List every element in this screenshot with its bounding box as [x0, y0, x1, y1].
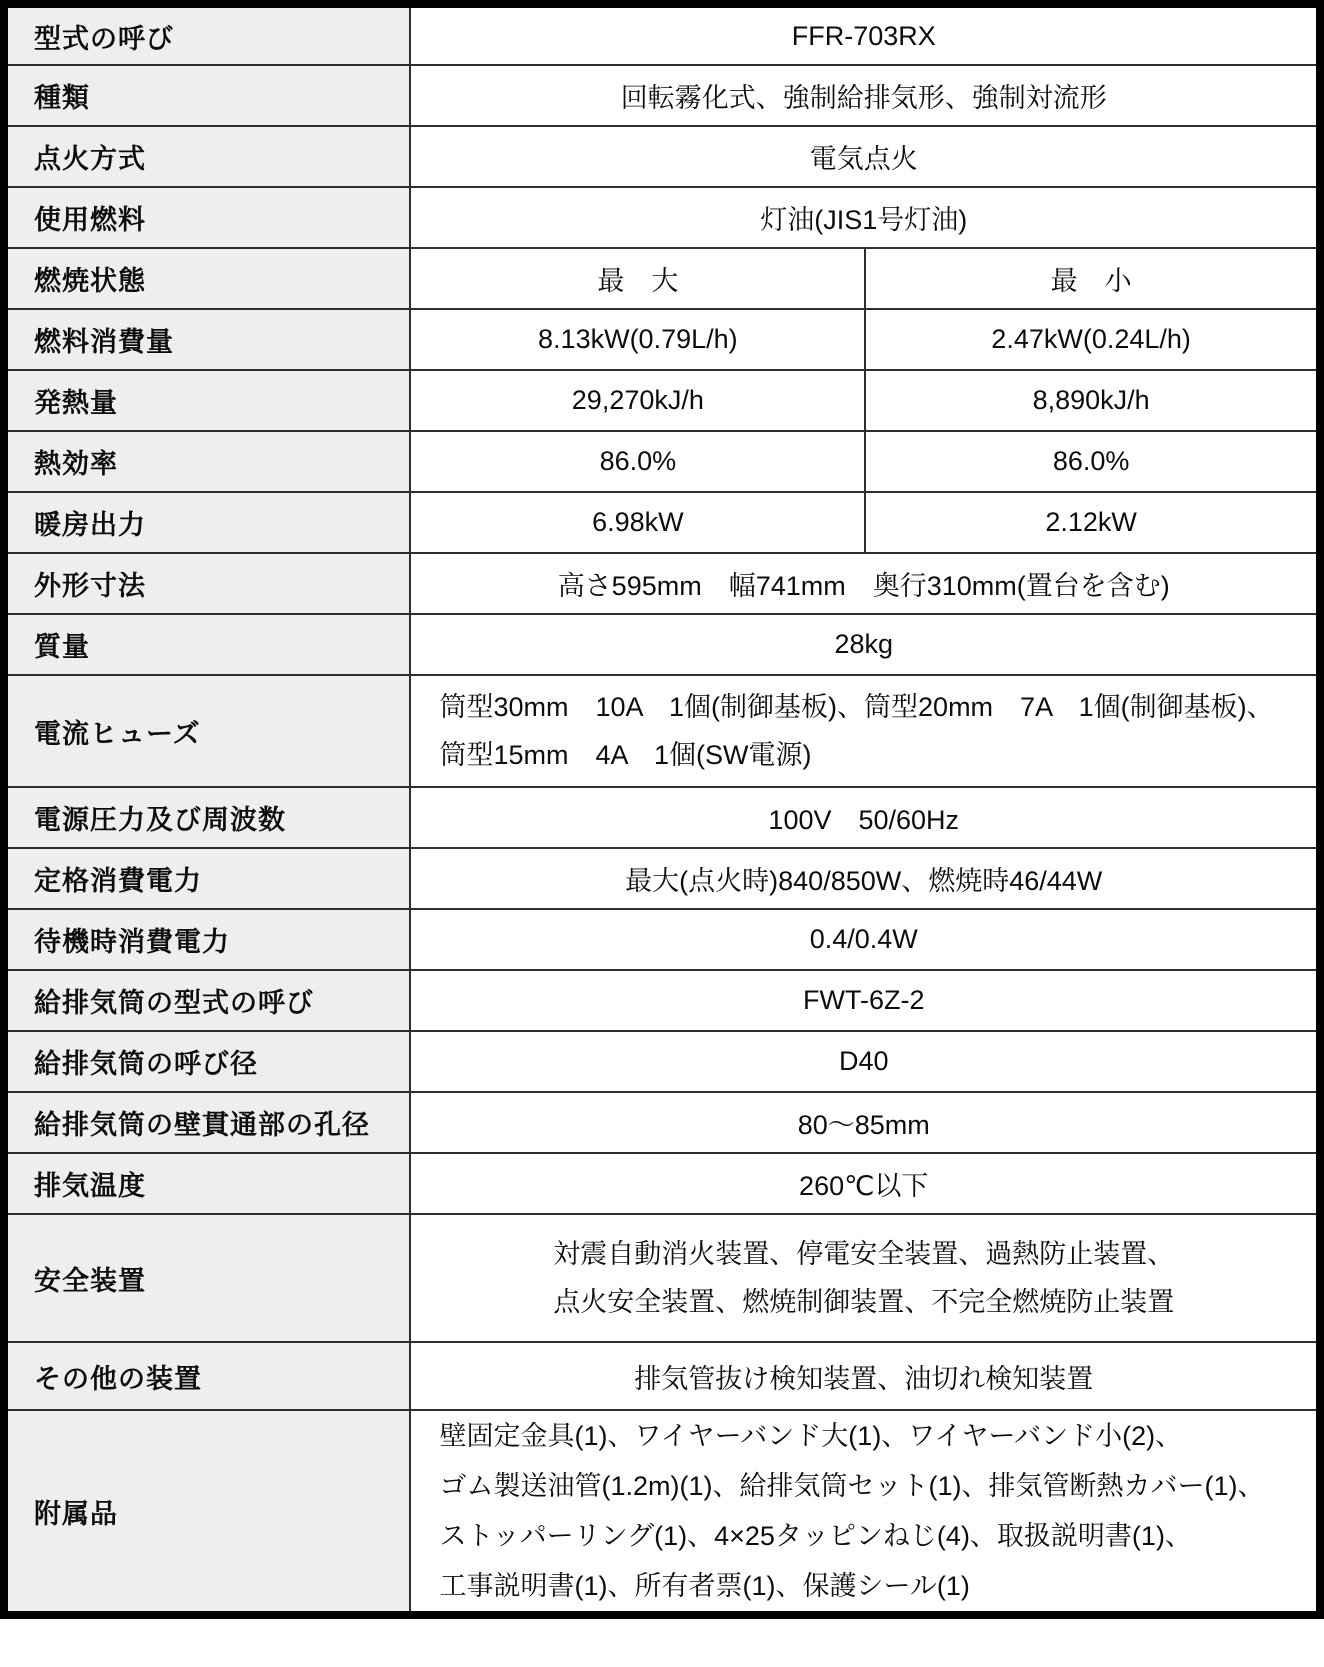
table-row	[4, 614, 1320, 675]
row-value-rated-power: 最大(点火時)840/850W、燃焼時46/44W	[410, 848, 1320, 909]
row-value-combustion-min-header: 最 小	[865, 248, 1320, 309]
row-value-fuel-consumption-min: 2.47kW(0.24L/h)	[865, 309, 1320, 370]
table-row	[4, 1410, 1320, 1615]
row-value-wall-hole: 80～85mm	[410, 1092, 1320, 1153]
row-label-power-supply: 電源圧力及び周波数	[4, 787, 410, 848]
table-row	[4, 553, 1320, 614]
row-value-accessories	[410, 1410, 1320, 1615]
table-row	[4, 1153, 1320, 1214]
value-line: 対震自動消火装置、停電安全装置、過熱防止装置、	[553, 1239, 1175, 1269]
row-label-other-devices: その他の装置	[4, 1342, 410, 1410]
table-row	[4, 787, 1320, 848]
row-value-thermal-efficiency-min: 86.0%	[865, 431, 1320, 492]
table-row	[4, 65, 1320, 126]
table-row	[4, 1214, 1320, 1342]
row-value-model: FFR-703RX	[410, 4, 1320, 65]
table-row	[4, 1031, 1320, 1092]
value-line: 壁固定金具(1)、ワイヤーバンド大(1)、ワイヤーバンド小(2)、	[439, 1421, 1183, 1451]
row-value-power-supply: 100V 50/60Hz	[410, 787, 1320, 848]
value-line: ゴム製送油管(1.2m)(1)、給排気筒セット(1)、排気管断熱カバー(1)、	[439, 1471, 1265, 1501]
row-label-thermal-efficiency: 熱効率	[4, 431, 410, 492]
table-row	[4, 126, 1320, 187]
row-value-heating-capacity-min: 2.12kW	[865, 492, 1320, 553]
row-label-fuel-consumption: 燃料消費量	[4, 309, 410, 370]
value-line: 筒型15mm 4A 1個(SW電源)	[439, 740, 812, 770]
row-value-type: 回転霧化式、強制給排気形、強制対流形	[410, 65, 1320, 126]
row-label-fuel: 使用燃料	[4, 187, 410, 248]
row-value-standby-power: 0.4/0.4W	[410, 909, 1320, 970]
row-label-ignition: 点火方式	[4, 126, 410, 187]
row-label-safety-devices: 安全装置	[4, 1214, 410, 1342]
row-value-fuel-consumption-max: 8.13kW(0.79L/h)	[410, 309, 865, 370]
value-line: 筒型30mm 10A 1個(制御基板)、筒型20mm 7A 1個(制御基板)、	[439, 692, 1274, 722]
row-label-fuse: 電流ヒューズ	[4, 675, 410, 787]
table-row	[4, 4, 1320, 65]
row-value-thermal-efficiency-max: 86.0%	[410, 431, 865, 492]
value-line: 点火安全装置、燃焼制御装置、不完全燃焼防止装置	[553, 1287, 1175, 1317]
row-label-standby-power: 待機時消費電力	[4, 909, 410, 970]
table-row	[4, 187, 1320, 248]
row-label-heat-output: 発熱量	[4, 370, 410, 431]
row-value-heat-output-min: 8,890kJ/h	[865, 370, 1320, 431]
row-label-rated-power: 定格消費電力	[4, 848, 410, 909]
row-value-other-devices: 排気管抜け検知装置、油切れ検知装置	[410, 1342, 1320, 1410]
table-row	[4, 970, 1320, 1031]
table-row	[4, 309, 1320, 370]
row-label-model: 型式の呼び	[4, 4, 410, 65]
row-label-type: 種類	[4, 65, 410, 126]
row-label-exhaust-temp: 排気温度	[4, 1153, 410, 1214]
table-row	[4, 431, 1320, 492]
row-value-flue-diameter: D40	[410, 1031, 1320, 1092]
row-label-combustion-state: 燃焼状態	[4, 248, 410, 309]
table-row	[4, 909, 1320, 970]
row-value-combustion-max-header: 最 大	[410, 248, 865, 309]
row-value-heating-capacity-max: 6.98kW	[410, 492, 865, 553]
row-label-wall-hole: 給排気筒の壁貫通部の孔径	[4, 1092, 410, 1153]
table-row	[4, 492, 1320, 553]
table-row	[4, 1342, 1320, 1410]
row-value-ignition: 電気点火	[410, 126, 1320, 187]
table-row	[4, 675, 1320, 787]
value-line: ストッパーリング(1)、4×25タッピンねじ(4)、取扱説明書(1)、	[439, 1521, 1192, 1551]
table-row	[4, 370, 1320, 431]
row-label-heating-capacity: 暖房出力	[4, 492, 410, 553]
row-value-heat-output-max: 29,270kJ/h	[410, 370, 865, 431]
row-label-dimensions: 外形寸法	[4, 553, 410, 614]
row-value-fuel: 灯油(JIS1号灯油)	[410, 187, 1320, 248]
row-value-flue-model: FWT-6Z-2	[410, 970, 1320, 1031]
row-value-dimensions: 高さ595mm 幅741mm 奥行310mm(置台を含む)	[410, 553, 1320, 614]
row-value-weight: 28kg	[410, 614, 1320, 675]
row-label-flue-diameter: 給排気筒の呼び径	[4, 1031, 410, 1092]
row-value-safety-devices	[410, 1214, 1320, 1342]
table-row	[4, 248, 1320, 309]
row-value-exhaust-temp: 260℃以下	[410, 1153, 1320, 1214]
row-label-accessories: 附属品	[4, 1410, 410, 1615]
table-row	[4, 1092, 1320, 1153]
row-label-weight: 質量	[4, 614, 410, 675]
table-row	[4, 848, 1320, 909]
row-value-fuse	[410, 675, 1320, 787]
value-line: 工事説明書(1)、所有者票(1)、保護シール(1)	[439, 1571, 970, 1601]
row-label-flue-model: 給排気筒の型式の呼び	[4, 970, 410, 1031]
